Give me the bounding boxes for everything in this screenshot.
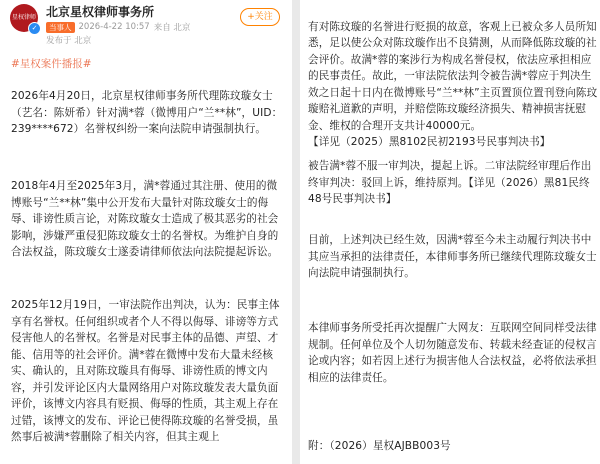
paragraph-6: 目前，上述判决已经生效，因满*蓉至今未主动履行判决书中其应当承担的法律责任，本律师事务所已继续代理陈玟璇女士向法院申请强制执行。 — [308, 234, 597, 279]
paragraph-4 — [308, 2, 598, 167]
follow-button[interactable]: +关注 — [240, 8, 280, 26]
account-name[interactable]: 北京星权律师事务所 — [46, 5, 155, 19]
verified-icon: ✓ — [28, 22, 41, 35]
post-left-column — [0, 0, 292, 464]
paragraph-7: 本律师事务所受托再次提醒广大网友：互联网空间同样受法律规制。任何单位及个人切勿随意发布、转载未经查证的侵权言论或内容；如若因上述行为损害他人合法权益，必将依法承担相应的法律责任。 — [308, 322, 597, 384]
paragraph-3: 2025年12月19日，一审法院作出判决，认为：民事主体享有名誉权。任何组织或者个人不得以侮辱、诽谤等方式侵害他人的名誉权。名誉是对民事主体的品德、声望、才能、信用等的社会评价。满*蓉在微博中发布大量未经核实、确认的，且对陈玟璇具有侮辱、诽谤性质的博文内容，并引发评论区内大量网络用户对陈玟璇发表大量负面评价，该博文内容具有贬损、侮辱的性质，其主观上存在过错，该博文的发布、评论已使得陈玟璇的名誉受损，虽然事后被满*蓉删除了相关内容，但其主观上 — [11, 299, 280, 443]
attachment-line: 附：（2026）星权AJBB003号 — [308, 440, 451, 452]
paragraph-1: 2026年4月20日，北京星权律师事务所代理陈玟璇女士（艺名：陈妍希）针对满*蓉（微博用户“兰**林”，UID：239****672）名誉权纠纷一案向法院申请强制执行。 — [11, 90, 283, 135]
post-right-column — [300, 0, 600, 464]
post-time: 2026-4-22 10:57 — [78, 22, 150, 32]
avatar[interactable]: 星权律师 — [10, 4, 38, 32]
hashtag-link[interactable]: #星权案件播报# — [11, 58, 92, 70]
app-source: 来自 北京 — [153, 23, 191, 33]
vip-badge: 当事人 — [46, 22, 75, 33]
post-header — [0, 0, 292, 44]
posted-from: 发布于 北京 — [46, 36, 92, 46]
case-reference-1: 【详见（2025）黑8102民初2193号民事判决书】 — [308, 136, 551, 148]
column-divider — [292, 0, 300, 464]
paragraph-5: 被告满*蓉不服一审判决，提起上诉。二审法院经审理后作出终审判决：驳回上诉，维持原判。【详见（2026）黑81民终48号民事判决书】 — [308, 160, 592, 205]
post-meta — [46, 21, 190, 33]
paragraph-2: 2018年4月至2025年3月，满*蓉通过其注册、使用的微博账号“兰**林”集中公开发布大量针对陈玟璇女士的侮辱、诽谤性质言论，对陈玟璇女士造成了极其恶劣的社会影响，涉嫌严重侵犯陈玟璇女士的名誉权。为维护自身的合法权益，陈玟璇女士遂委请律师依法向法院提起诉讼。 — [11, 180, 279, 258]
paragraph-4-text: 有对陈玟璇的名誉进行贬损的故意，客观上已被众多人员所知悉，足以使公众对陈玟璇作出不良猜测，从而降低陈玟璇的社会评价。故满*蓉的案涉行为构成名誉侵权，依法应承担相应的民事责任。故此，一审法院依法判令被告满*蓉应于判决生效之日起十日内在微博账号“兰**林”主页置顶位置刊登向陈玟璇赔礼道歉的声明，并赔偿陈玟璇经济损失、精神损害抚慰金、维权的合理开支共计40000元。 — [308, 20, 598, 132]
